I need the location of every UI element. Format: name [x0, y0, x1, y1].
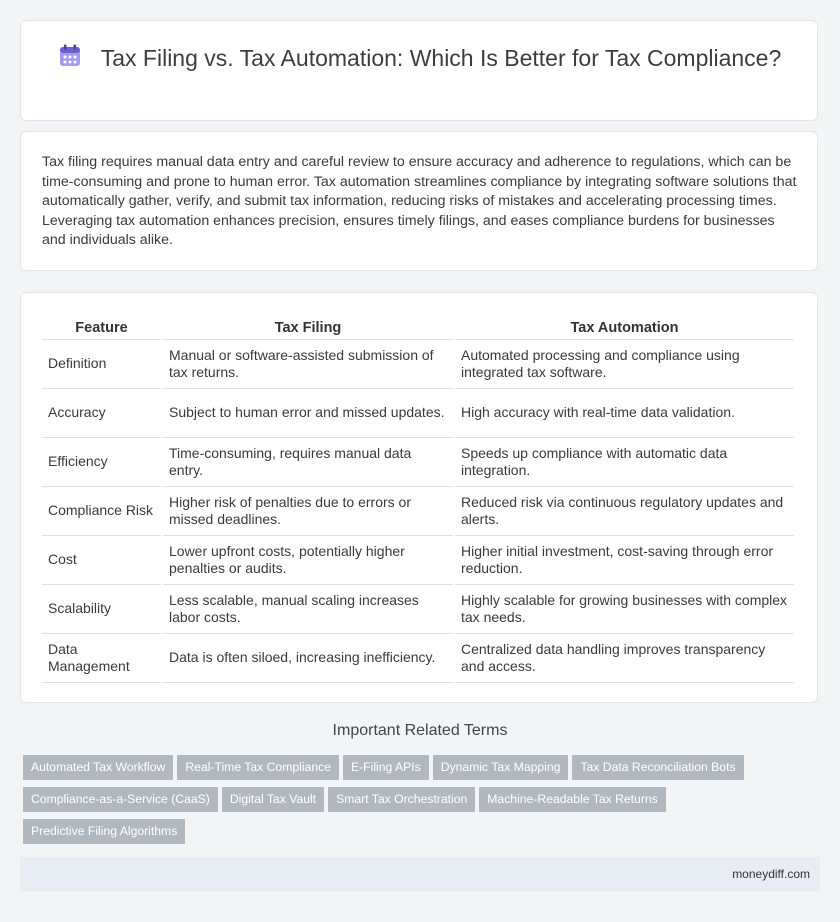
table-row [42, 340, 794, 389]
row-tax-filing: Data is often siloed, increasing inefficiency. [163, 634, 453, 683]
calendar-icon [57, 43, 83, 69]
table-row [42, 585, 794, 634]
comparison-card [20, 292, 818, 703]
footer [20, 857, 820, 891]
header-tax-filing: Tax Filing [163, 315, 453, 340]
related-term-tag[interactable]: Real-Time Tax Compliance [177, 755, 339, 780]
row-tax-automation: Automated processing and compliance using integrated tax software. [455, 340, 794, 389]
intro-paragraph: Tax filing requires manual data entry and careful review to ensure accuracy and adherence to regulations, which can be time-consuming and prone to human error. Tax automation streamlines compliance by integrating software solutions that automatically gather, verify, and submit tax information, reducing risks of mistakes and accelerating processing times. Leveraging tax automation enhances precision, ensures timely filings, and eases compliance burdens for businesses and individuals alike. [42, 154, 797, 249]
row-feature: Cost [42, 536, 161, 585]
page-title-wrap [21, 43, 817, 73]
row-tax-filing: Higher risk of penalties due to errors or missed deadlines. [163, 487, 453, 536]
related-term-tag[interactable]: Smart Tax Orchestration [328, 787, 475, 812]
related-term-tag[interactable]: E-Filing APIs [343, 755, 429, 780]
row-tax-filing: Less scalable, manual scaling increases labor costs. [163, 585, 453, 634]
row-tax-filing: Lower upfront costs, potentially higher penalties or audits. [163, 536, 453, 585]
related-term-tag[interactable]: Tax Data Reconciliation Bots [572, 755, 743, 780]
related-terms-heading: Important Related Terms [332, 722, 508, 739]
row-feature: Scalability [42, 585, 161, 634]
page-title: Tax Filing vs. Tax Automation: Which Is Better for Tax Compliance? [100, 45, 782, 71]
row-tax-automation: Reduced risk via continuous regulatory updates and alerts. [455, 487, 794, 536]
header-tax-automation: Tax Automation [455, 315, 794, 340]
table-row [42, 634, 794, 683]
related-terms-list [23, 755, 803, 851]
title-card [20, 20, 818, 121]
footer-site-link[interactable]: moneydiff.com [732, 867, 810, 881]
row-tax-automation: High accuracy with real-time data validation. [455, 389, 794, 438]
row-feature: Data Management [42, 634, 161, 683]
related-term-tag[interactable]: Automated Tax Workflow [23, 755, 173, 780]
row-tax-automation: Centralized data handling improves transparency and access. [455, 634, 794, 683]
table-row [42, 438, 794, 487]
row-tax-filing: Time-consuming, requires manual data entry. [163, 438, 453, 487]
table-row [42, 389, 794, 438]
related-term-tag[interactable]: Machine-Readable Tax Returns [479, 787, 666, 812]
row-tax-automation: Speeds up compliance with automatic data integration. [455, 438, 794, 487]
related-term-tag[interactable]: Compliance-as-a-Service (CaaS) [23, 787, 218, 812]
table-row [42, 487, 794, 536]
row-tax-filing: Manual or software-assisted submission of tax returns. [163, 340, 453, 389]
row-tax-filing: Subject to human error and missed updates. [163, 389, 453, 438]
row-feature: Accuracy [42, 389, 161, 438]
row-feature: Efficiency [42, 438, 161, 487]
row-tax-automation: Highly scalable for growing businesses with complex tax needs. [455, 585, 794, 634]
row-feature: Compliance Risk [42, 487, 161, 536]
table-row [42, 536, 794, 585]
row-feature: Definition [42, 340, 161, 389]
row-tax-automation: Higher initial investment, cost-saving through error reduction. [455, 536, 794, 585]
comparison-table [40, 315, 796, 683]
related-term-tag[interactable]: Digital Tax Vault [222, 787, 324, 812]
header-feature: Feature [42, 315, 161, 340]
intro-card [20, 131, 818, 271]
related-term-tag[interactable]: Dynamic Tax Mapping [433, 755, 569, 780]
related-term-tag[interactable]: Predictive Filing Algorithms [23, 819, 185, 844]
table-header-row [42, 315, 794, 340]
